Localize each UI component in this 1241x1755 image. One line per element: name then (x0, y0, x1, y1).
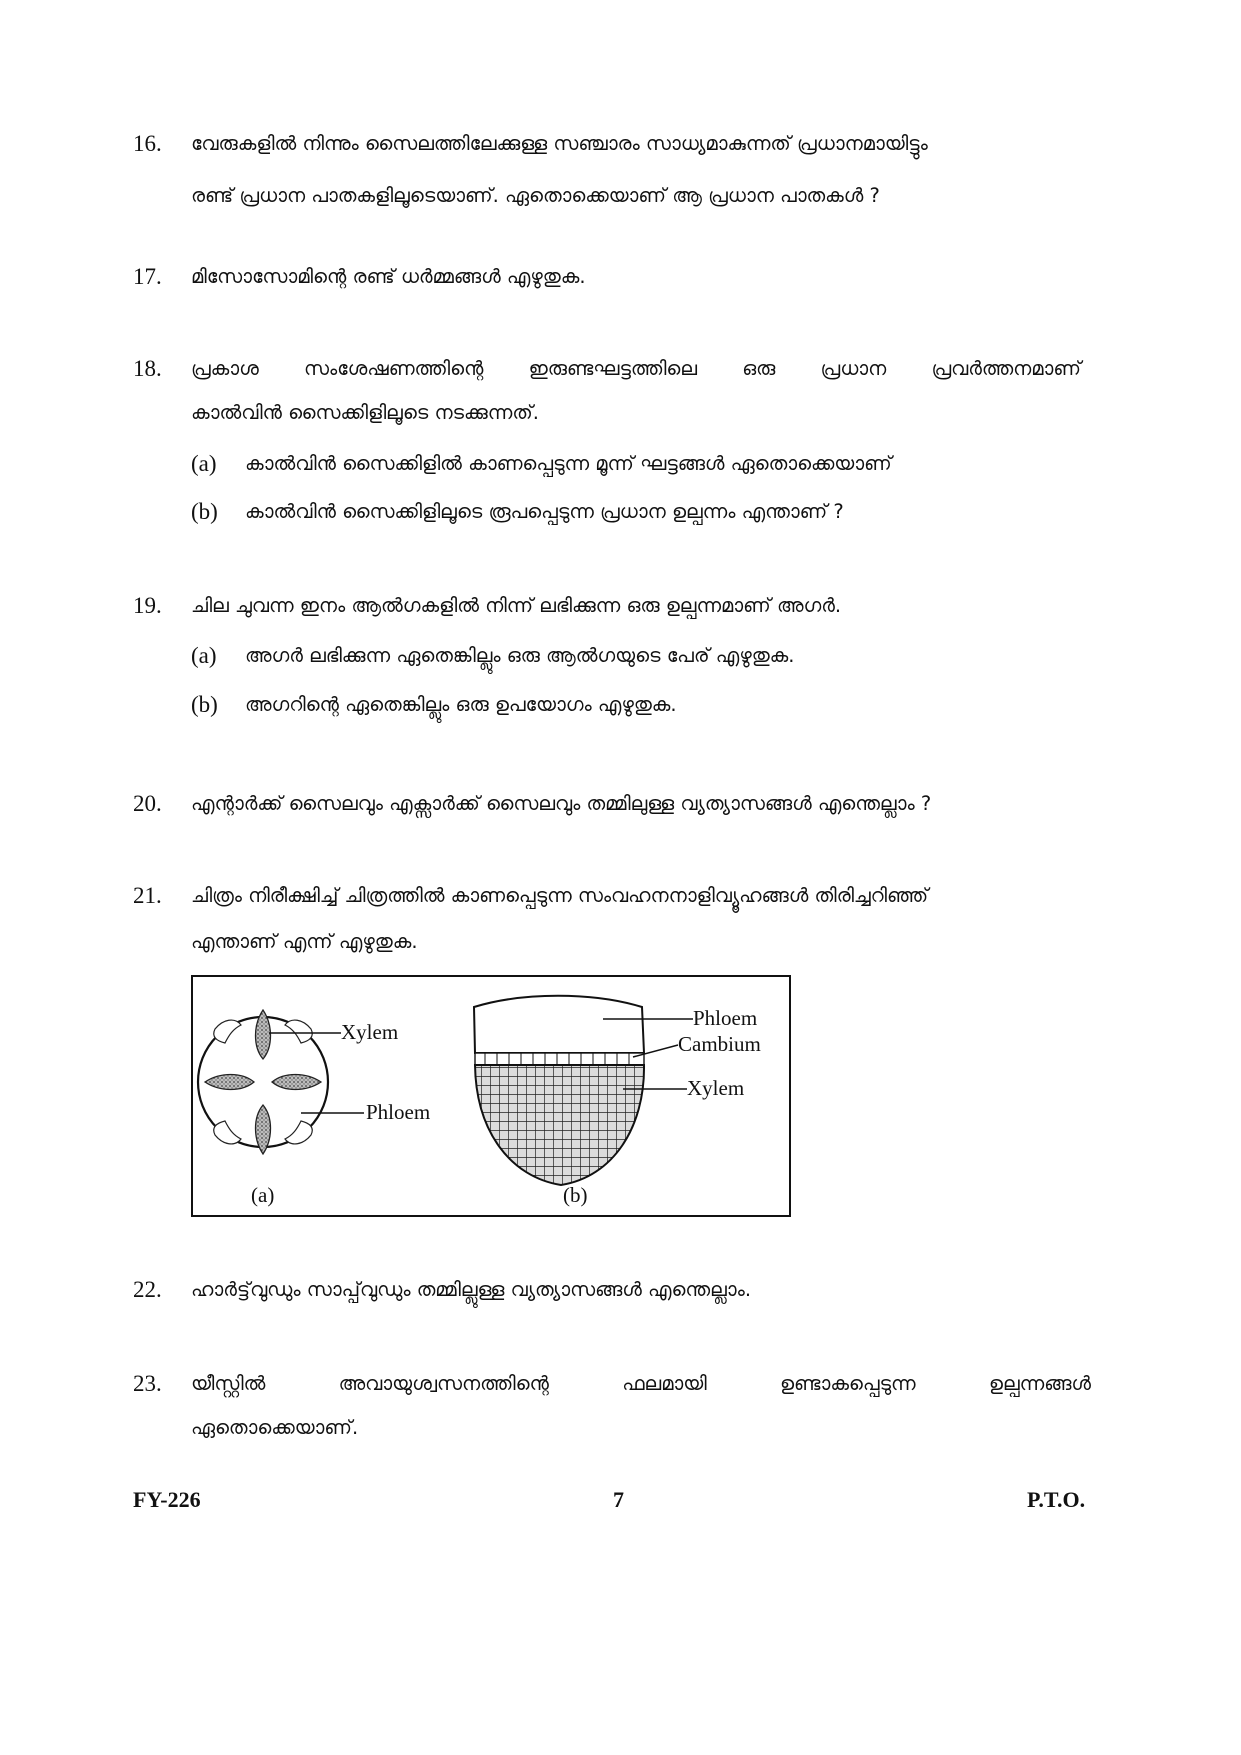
question-line: വേരുകളിൽ നിന്നും സൈലത്തിലേക്കുള്ള സഞ്ചാരം സാധ്യമാകുന്നത് പ്രധാനമായിട്ടും (191, 132, 928, 155)
subquestion-text: അഗറിന്റെ ഏതെങ്കില്ലും ഒരു ഉപയോഗം എഴുതുക. (245, 693, 677, 716)
caption-b: (b) (563, 1183, 588, 1207)
question-text (191, 1270, 1081, 1310)
question-number: 16. (133, 131, 162, 156)
question-line: എന്താണ് എന്ന് എഴുതുക. (191, 930, 418, 953)
question-line: ചില ചുവന്ന ഇനം ആൽഗകളിൽ നിന്ന് ലഭിക്കുന്ന ഒരു ഉല്പന്നമാണ് അഗർ. (191, 594, 842, 617)
question-text (191, 876, 1081, 962)
label-xylem-b: Xylem (687, 1076, 745, 1100)
question-number: 20. (133, 791, 162, 816)
question-line: കാൽവിൻ സൈക്കിളിലൂടെ നടക്കുന്നത്. (191, 401, 539, 424)
question-number: 22. (133, 1277, 162, 1302)
question-line: ഏതൊക്കെയാണ്. (191, 1416, 359, 1439)
figure-svg (193, 977, 789, 1215)
subquestion-label: (b) (191, 692, 218, 717)
question-text (191, 784, 1081, 824)
diagram-a (198, 1010, 430, 1207)
page-number: 7 (613, 1487, 624, 1512)
question-line: ചിത്രം നിരീക്ഷിച്ച് ചിത്രത്തിൽ കാണപ്പെടുന്ന സംവഹനനാളിവ്യൂഹങ്ങൾ തിരിച്ചറിഞ്ഞ് (191, 884, 929, 907)
phloem-cap (474, 996, 644, 1053)
question-text (191, 1364, 1091, 1448)
question-number: 21. (133, 883, 162, 908)
label-phloem-a: Phloem (366, 1100, 431, 1124)
footer-pto: P.T.O. (1027, 1487, 1086, 1512)
question-number: 17. (133, 264, 162, 289)
question-line: രണ്ട് പ്രധാന പാതകളിലൂടെയാണ്. ഏതൊക്കെയാണ് ആ പ്രധാന പാതകൾ ? (191, 184, 880, 207)
question-number: 23. (133, 1371, 162, 1396)
question-number: 19. (133, 593, 162, 618)
subquestion-label: (b) (191, 499, 218, 524)
subquestion-text: കാൽവിൻ സൈക്കിളിലൂടെ രൂപപ്പെടുന്ന പ്രധാന ഉല്പന്നം എന്താണ് ? (245, 500, 844, 523)
xylem-body (475, 1065, 644, 1185)
footer-code: FY-226 (133, 1487, 201, 1512)
question-line: യീസ്റ്റിൽ അവായുശ്വസനത്തിന്റെ ഫലമായി ഉണ്ടാകപ്പെടുന്ന ഉല്പന്നങ്ങൾ (191, 1372, 1091, 1395)
subquestion-label: (a) (191, 451, 217, 476)
question-number: 18. (133, 356, 162, 381)
question-line: ഹാർട്ട്‌വുഡും സാപ്പ്‌വുഡും തമ്മില്ലുള്ള വ്യത്യാസങ്ങൾ എന്തെല്ലാം. (191, 1278, 752, 1301)
label-xylem-a: Xylem (341, 1020, 399, 1044)
question-text (191, 124, 1081, 216)
question-line: പ്രകാശ സംശേഷണത്തിന്റെ ഇരുണ്ടഘട്ടത്തിലെ ഒരു പ്രധാന പ്രവർത്തനമാണ് (191, 357, 1081, 380)
subquestion-text: കാൽവിൻ സൈക്കിളിൽ കാണപ്പെടുന്ന മൂന്ന് ഘട്ടങ്ങൾ ഏതൊക്കെയാണ് (245, 452, 892, 475)
subquestion-label: (a) (191, 643, 217, 668)
question-text (191, 349, 1081, 433)
label-phloem-b: Phloem (693, 1006, 758, 1030)
question-text (191, 257, 1081, 297)
subquestion-text: അഗർ ലഭിക്കുന്ന ഏതെങ്കില്ലും ഒരു ആൽഗയുടെ പേര് എഴുതുക. (245, 644, 795, 667)
cambium-band (475, 1053, 644, 1065)
question-line: മിസോസോമിന്റെ രണ്ട് ധർമ്മങ്ങൾ എഴുതുക. (191, 265, 586, 288)
diagram-b (474, 996, 761, 1207)
vascular-bundle-figure (191, 975, 791, 1217)
label-cambium-b: Cambium (678, 1032, 761, 1056)
question-line: എന്റാർക്ക് സൈലവും എക്സാർക്ക് സൈലവും തമ്മിലുള്ള വ്യത്യാസങ്ങൾ എന്തെല്ലാം ? (191, 792, 932, 815)
question-text (191, 586, 1081, 626)
caption-a: (a) (251, 1183, 275, 1207)
